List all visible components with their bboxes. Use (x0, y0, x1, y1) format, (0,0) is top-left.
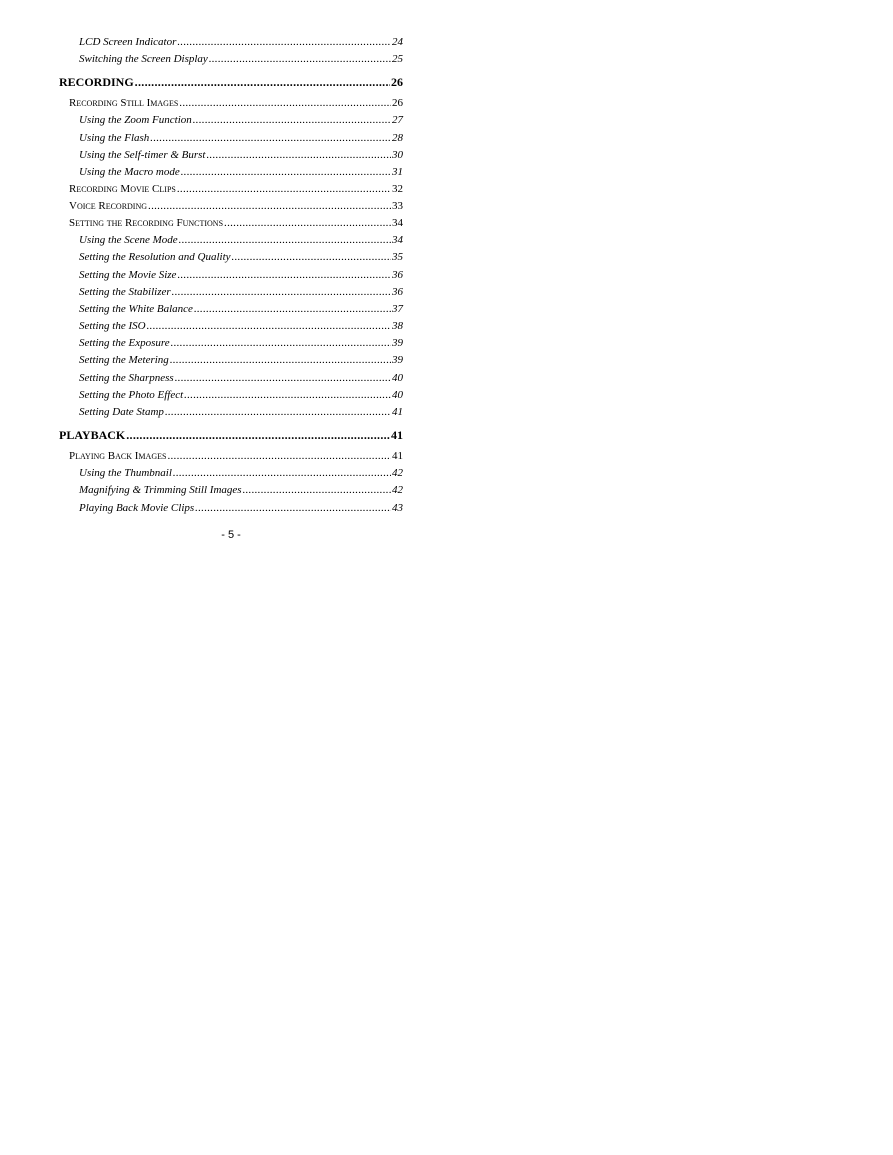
toc-entry-page: 37 (392, 302, 403, 315)
toc-entry-page: 26 (391, 75, 403, 90)
toc-subsection[interactable] (59, 149, 403, 166)
toc-dot-leader (179, 97, 391, 109)
toc-entry-page: 34 (392, 217, 403, 230)
toc-entry-title: Using the Self-timer & Burst (79, 148, 206, 161)
toc-entry-page: 40 (392, 388, 403, 401)
toc-subsection[interactable] (59, 286, 403, 303)
toc-entry-page: 43 (392, 501, 403, 514)
toc-entry-title: Setting the Photo Effect (79, 388, 184, 401)
toc-dot-leader (207, 149, 392, 161)
toc-dot-leader (193, 114, 391, 126)
toc-dot-leader (173, 467, 391, 479)
toc-entry-page: 36 (392, 285, 403, 298)
toc-subsection[interactable] (59, 166, 403, 183)
toc-dot-leader (167, 450, 391, 462)
toc-entry-title: Using the Zoom Function (79, 114, 192, 127)
toc-dot-leader (172, 286, 391, 298)
toc-subsection[interactable] (59, 234, 403, 251)
toc-entry-title: Setting the White Balance (79, 302, 193, 315)
toc-entry-title: Magnifying & Trimming Still Images (79, 484, 242, 497)
toc-dot-leader (181, 166, 391, 178)
toc-dot-leader (148, 200, 391, 212)
toc-dot-leader (195, 502, 391, 514)
toc-entry-page: 32 (392, 183, 403, 196)
toc-entry-page: 41 (392, 406, 403, 418)
toc-entry-title: Setting the Recording Functions (69, 217, 224, 230)
toc-subsection[interactable] (59, 53, 403, 70)
toc-entry-page: 24 (392, 36, 403, 48)
toc-dot-leader (171, 337, 391, 349)
toc-entry-title: Using the Flash (79, 131, 150, 144)
toc-dot-leader (209, 53, 391, 65)
toc-entry-page: 30 (392, 148, 403, 161)
toc-subsection[interactable] (59, 303, 403, 320)
toc-entry-title: Playing Back Images (69, 450, 167, 463)
toc-entry-title: Setting the Metering (79, 354, 169, 367)
toc-subsection[interactable] (59, 372, 403, 389)
toc-entry-page: 27 (392, 114, 403, 127)
toc-subsection[interactable] (59, 36, 403, 53)
toc-dot-leader (232, 251, 391, 263)
toc-entry-page: 31 (392, 165, 403, 178)
toc-entry-page: 28 (392, 131, 403, 144)
toc-entry-page: 33 (392, 200, 403, 213)
toc-entry-page: 36 (392, 268, 403, 281)
toc-dot-leader (175, 372, 391, 384)
toc-subsection[interactable] (59, 114, 403, 131)
toc-dot-leader (126, 428, 390, 443)
toc-entry-title: Recording Movie Clips (69, 183, 176, 196)
toc-entry-title: Setting the Stabilizer (79, 285, 171, 298)
page-number: - 5 - (221, 529, 241, 541)
toc-entry-page: 25 (392, 53, 403, 66)
table-of-contents (59, 36, 403, 519)
toc-subsection[interactable] (59, 132, 403, 149)
toc-dot-leader (184, 389, 391, 401)
toc-entry-title: RECORDING (59, 75, 134, 90)
toc-entry-title: Voice Recording (69, 200, 148, 213)
toc-entry-page: 39 (392, 354, 403, 367)
toc-entry-title: Setting the Sharpness (79, 371, 174, 384)
toc-subsection[interactable] (59, 389, 403, 406)
toc-entry-title: Setting the Exposure (79, 337, 170, 350)
toc-entry-page: 41 (391, 428, 403, 443)
toc-dot-leader (177, 36, 391, 48)
toc-subsection[interactable] (59, 406, 403, 423)
toc-subsection[interactable] (59, 320, 403, 337)
toc-section[interactable] (59, 200, 403, 217)
toc-subsection[interactable] (59, 354, 403, 371)
toc-entry-title: Setting the Resolution and Quality (79, 251, 231, 264)
toc-entry-page: 41 (392, 450, 403, 463)
toc-entry-title: Using the Scene Mode (79, 234, 178, 247)
toc-entry-title: Recording Still Images (69, 97, 179, 110)
toc-subsection[interactable] (59, 467, 403, 484)
toc-chapter[interactable] (59, 428, 403, 445)
toc-dot-leader (194, 303, 391, 315)
toc-entry-page: 39 (392, 337, 403, 350)
toc-entry-page: 26 (392, 97, 403, 110)
toc-entry-title: Setting the Movie Size (79, 268, 177, 281)
toc-dot-leader (179, 234, 391, 246)
toc-entry-page: 40 (392, 371, 403, 384)
toc-dot-leader (177, 183, 391, 195)
toc-chapter[interactable] (59, 75, 403, 92)
toc-entry-page: 35 (392, 251, 403, 264)
toc-entry-title: Setting the ISO (79, 320, 146, 333)
toc-section[interactable] (59, 183, 403, 200)
toc-dot-leader (135, 75, 390, 90)
toc-dot-leader (150, 132, 391, 144)
toc-subsection[interactable] (59, 502, 403, 519)
toc-dot-leader (147, 320, 391, 332)
toc-subsection[interactable] (59, 337, 403, 354)
toc-entry-title: Switching the Screen Display (79, 53, 208, 66)
toc-entry-title: LCD Screen Indicator (79, 36, 177, 48)
toc-dot-leader (243, 484, 391, 496)
toc-subsection[interactable] (59, 251, 403, 268)
toc-entry-page: 42 (392, 467, 403, 480)
toc-dot-leader (224, 217, 391, 229)
toc-entry-title: Using the Thumbnail (79, 467, 172, 480)
toc-dot-leader (170, 354, 391, 366)
toc-dot-leader (165, 406, 391, 418)
toc-entry-page: 42 (392, 484, 403, 497)
toc-section[interactable] (59, 97, 403, 114)
toc-entry-title: Playing Back Movie Clips (79, 501, 195, 514)
toc-section[interactable] (59, 450, 403, 467)
toc-entry-page: 34 (392, 234, 403, 247)
toc-section[interactable] (59, 217, 403, 234)
toc-entry-title: Using the Macro mode (79, 165, 180, 178)
toc-dot-leader (177, 269, 391, 281)
toc-entry-title: Setting Date Stamp (79, 406, 164, 418)
toc-entry-title: PLAYBACK (59, 428, 126, 443)
toc-entry-page: 38 (392, 320, 403, 333)
toc-subsection[interactable] (59, 269, 403, 286)
toc-subsection[interactable] (59, 484, 403, 501)
